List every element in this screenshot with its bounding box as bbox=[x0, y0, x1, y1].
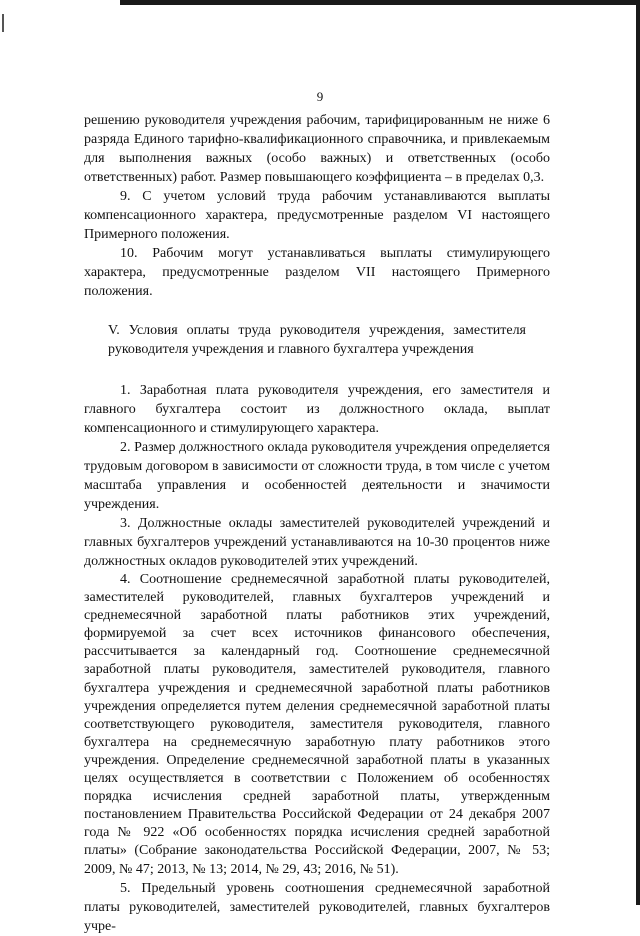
paragraph-item-1: 1. Заработная плата руководителя учреждения, его заместителя и главного бухгалтера состоит из должностного оклада, выплат компенсационного и стимулирующего характера. bbox=[84, 383, 550, 436]
paragraph-item-3: 3. Должностные оклады заместителей руководителей учреждений и главных бухгалтеров учреждений устанавливаются на 10-30 процентов ниже должностных окладов руководителей этих учреждений. bbox=[84, 516, 550, 569]
paragraph-item-9: 9. С учетом условий труда рабочим устанавливаются выплаты компенсационного характера, предусмотренные разделом VI настоящего Примерного положения. bbox=[84, 189, 550, 242]
paragraph-item-5: 5. Предельный уровень соотношения среднемесячной заработной платы руководителей, заместителей руководителей, главных бухгалтеров учре- bbox=[84, 880, 550, 934]
section-heading: V. Условия оплаты труда руководителя учреждения, заместителя руководителя учреждения и главного бухгалтера учреждения bbox=[108, 323, 526, 357]
scan-border-right bbox=[636, 0, 640, 905]
scan-border-top bbox=[120, 0, 640, 5]
paragraph-item-4: 4. Соотношение среднемесячной заработной платы руководителей, заместителей руководителей, главных бухгалтеров учреждений и среднемесячной заработной платы работников этих учреждений, формируемой за счет всех источников финансового обеспечения, рассчитывается за календарный год. Соотношение среднемесячной заработной платы руководителя, заместителей руководителя, главного бухгалтера учреждения и среднемесячной заработной платы работников учреждения определяется путем деления среднемесячной заработной платы соответствующего руководителя, заместителя руководителя, главного бухгалтера на среднемесячную заработную плату работников этого учреждения. Определение среднемесячной заработной платы в указанных целях осуществляется в соответствии с Положением об особенностях порядка исчисления средней заработной платы, утвержденным постановлением Правительства Российской Федерации от 24 декабря 2007 года № 922 «Об особенностях порядка исчисления средней заработной платы» (Собрание законодательства Российской Федерации, 2007, № 53; 2009, № 47; 2013, № 13; 2014, № 29, 43; 2016, № 51). bbox=[84, 572, 550, 877]
paragraph-continuation: решению руководителя учреждения рабочим, тарифицированным не ниже 6 разряда Единого тарифно-квалификационного справочника, и привлекаемым для выполнения важных (особо важных) и ответственных (особо ответственных) работ. Размер повышающего коэффициента – в пределах 0,3. bbox=[84, 113, 550, 185]
scan-mark-left bbox=[2, 14, 4, 32]
paragraph-item-10: 10. Рабочим могут устанавливаться выплаты стимулирующего характера, предусмотренные разделом VII настоящего Примерного положения. bbox=[84, 246, 550, 299]
page-number: 9 bbox=[316, 89, 324, 104]
paragraph-item-2: 2. Размер должностного оклада руководителя учреждения определяется трудовым договором в зависимости от сложности труда, в том числе с учетом масштаба управления и особенностей деятельности и значимости учреждения. bbox=[84, 440, 550, 512]
document-body bbox=[84, 111, 550, 936]
